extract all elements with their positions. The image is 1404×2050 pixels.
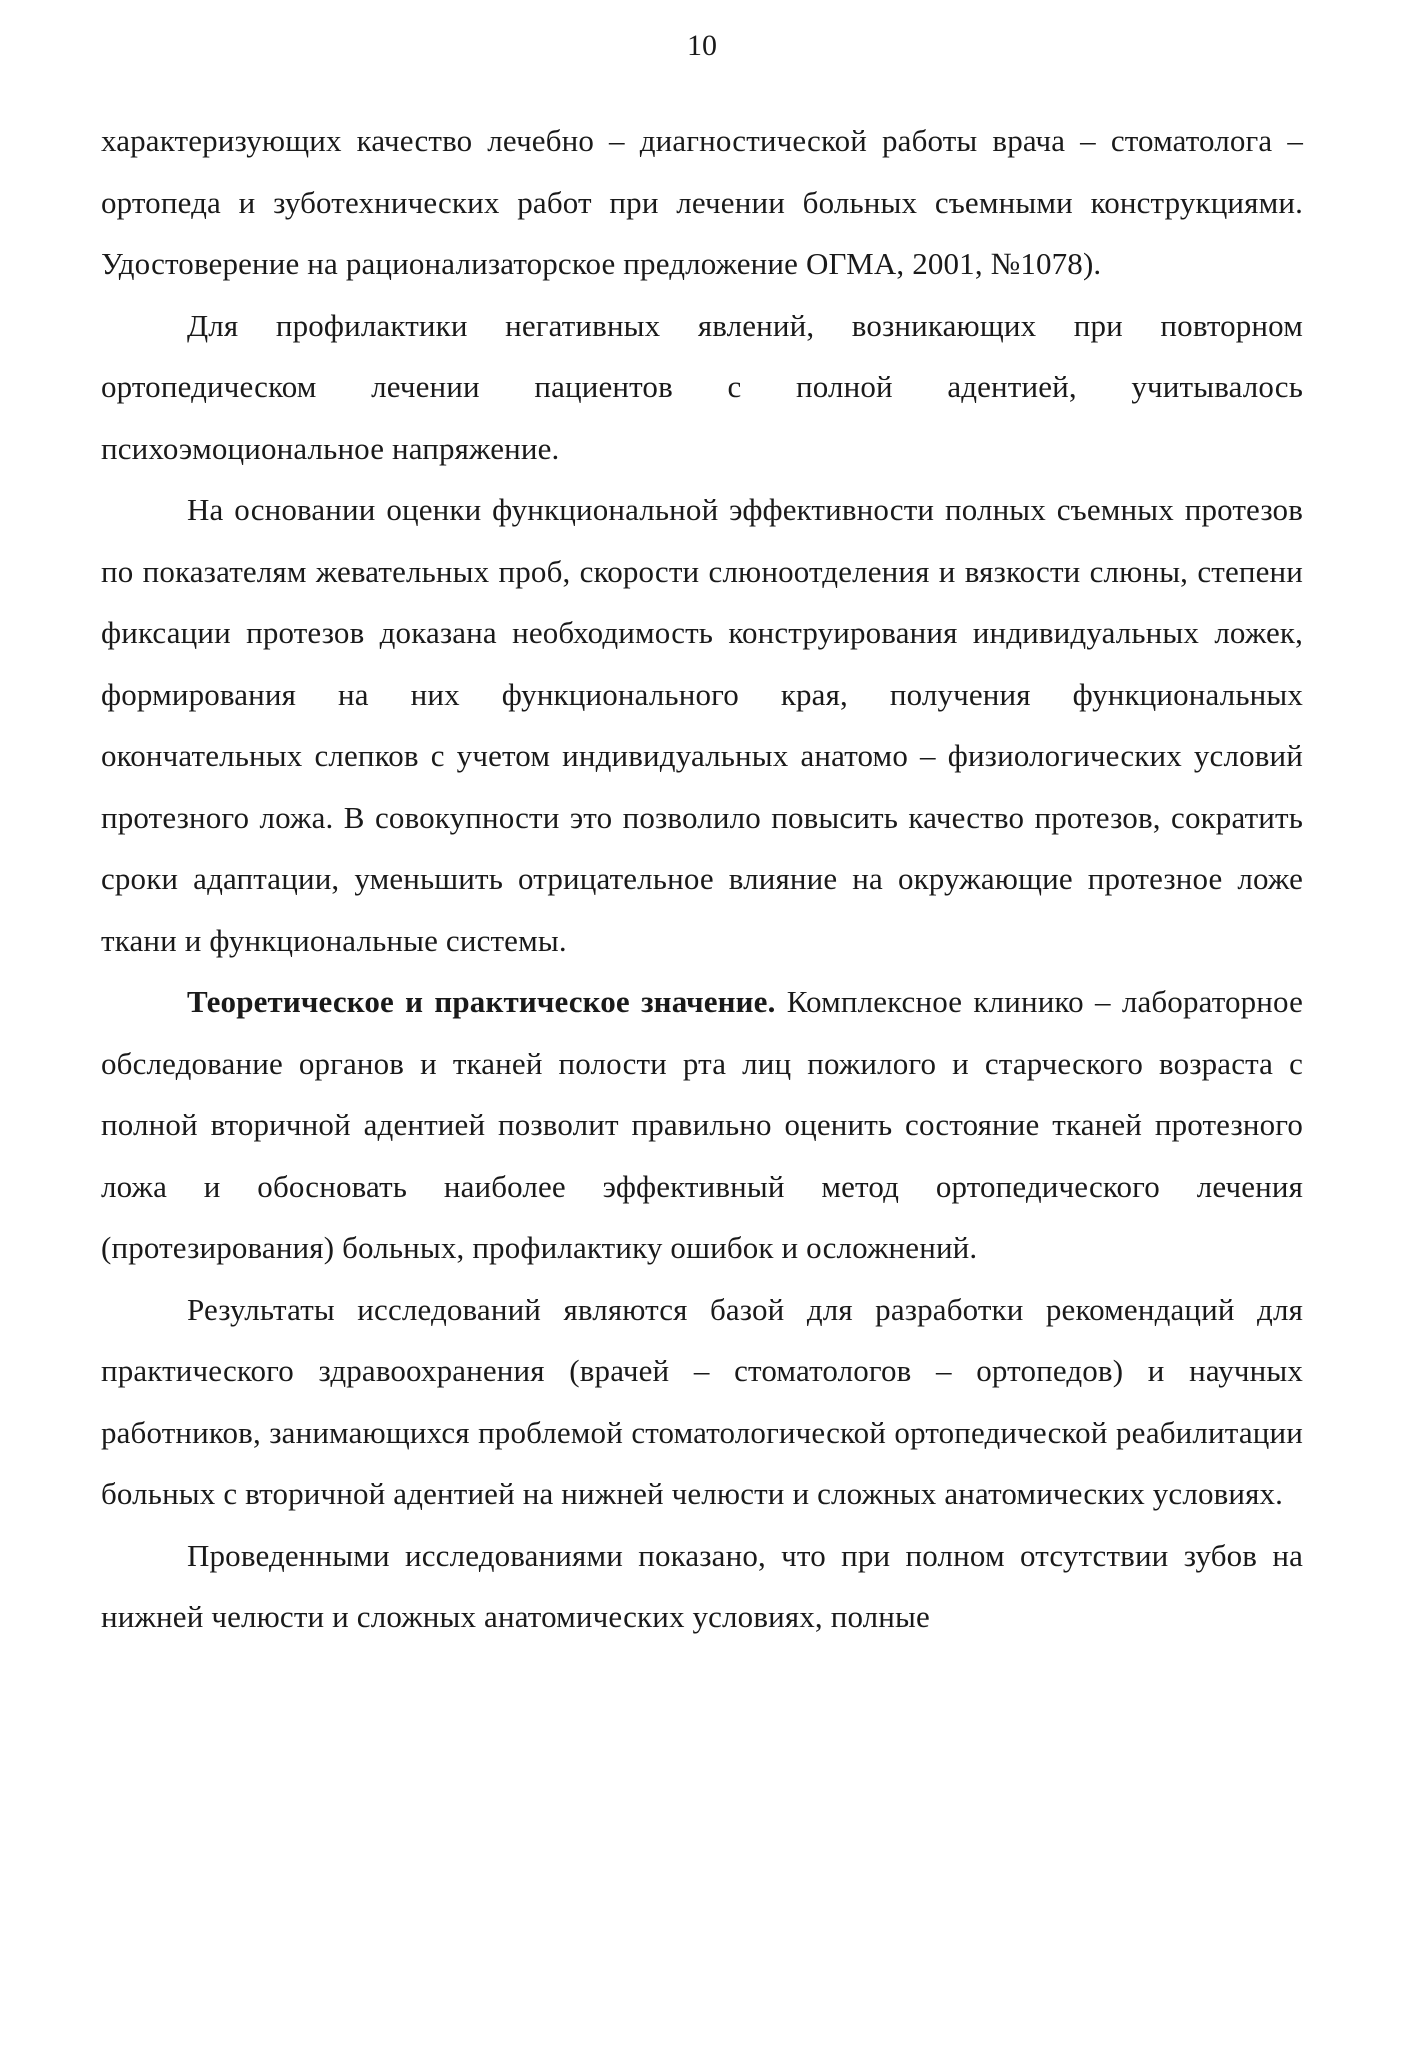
- paragraph-significance: [101, 971, 1303, 1279]
- paragraph-results: Результаты исследований являются базой для разработки рекомендаций для практического здравоохранения (врачей – стоматологов – ортопедов) и научных работников, занимающихся проблемой стоматологической ортопедической реабилитации больных с вторичной адентией на нижней челюсти и сложных анатомических условиях.: [101, 1291, 1303, 1511]
- paragraph-prophylaxis: Для профилактики негативных явлений, возникающих при повторном ортопедическом лечении пациентов с полной адентией, учитывалось психоэмоциональное напряжение.: [101, 307, 1303, 466]
- paragraph-significance-text: Комплексное клинико – лабораторное обследование органов и тканей полости рта лиц пожилого и старческого возраста с полной вторичной адентией позволит правильно оценить состояние тканей протезного ложа и обосновать наиболее эффективный метод ортопедического лечения (протезирования) больных, профилактику ошибок и осложнений.: [101, 984, 1303, 1265]
- paragraph-functional-efficiency: На основании оценки функциональной эффективности полных съемных протезов по показателям жевательных проб, скорости слюноотделения и вязкости слюны, степени фиксации протезов доказана необходимость конструирования индивидуальных ложек, формирования на них функционального края, получения функциональных окончательных слепков с учетом индивидуальных анатомо – физиологических условий протезного ложа. В совокупности это позволило повысить качество протезов, сократить сроки адаптации, уменьшить отрицательное влияние на окружающие протезное ложе ткани и функциональные системы.: [101, 492, 1303, 958]
- paragraph-continuation: характеризующих качество лечебно – диагностической работы врача – стоматолога – ортопеда и зуботехнических работ при лечении больных съемными конструкциями. Удостоверение на рационализаторское предложение ОГМА, 2001, №1078).: [101, 123, 1303, 281]
- paragraph-findings: Проведенными исследованиями показано, что при полном отсутствии зубов на нижней челюсти и сложных анатомических условиях, полные: [101, 1537, 1303, 1634]
- document-body: [101, 110, 1303, 1648]
- page-number: 10: [687, 29, 717, 62]
- section-heading-significance: Теоретическое и практическое значение.: [187, 984, 776, 1019]
